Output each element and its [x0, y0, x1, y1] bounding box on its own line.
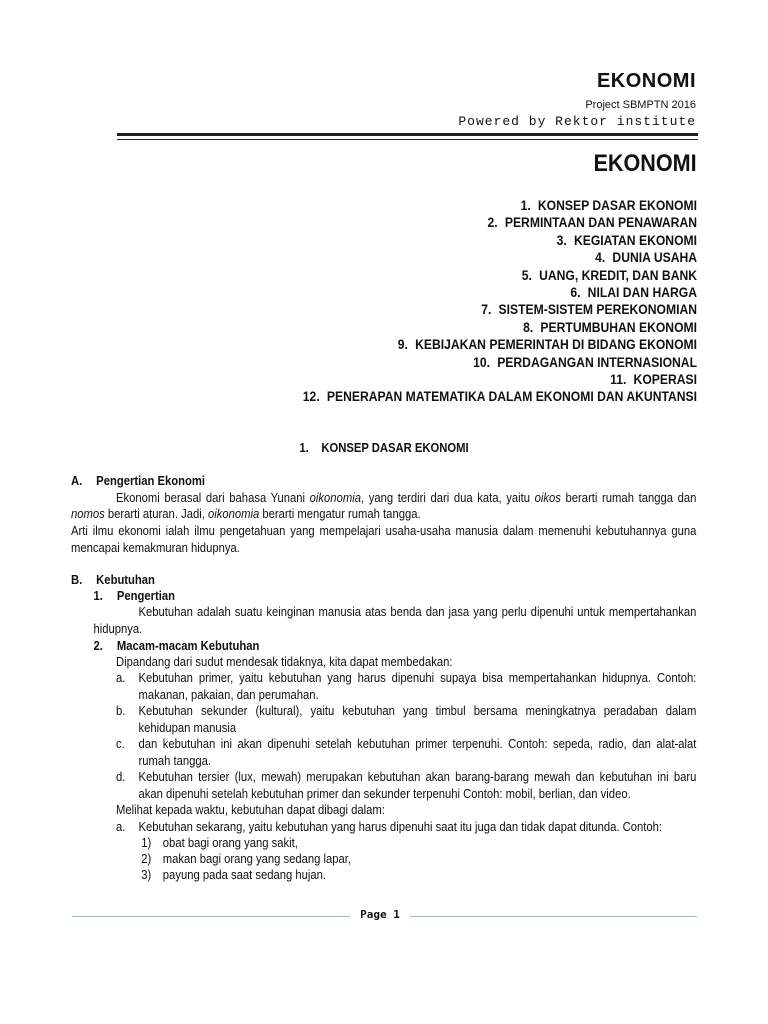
toc-item-label: NILAI DAN HARGA — [587, 284, 697, 300]
paragraph-line: Arti ilmu ekonomi ialah ilmu pengetahuan yang mempelajari usaha-usaha manusia dalam memenuhi kebutuhannya guna — [71, 524, 697, 538]
toc-item-label: PERTUMBUHAN EKONOMI — [540, 319, 697, 335]
example-text: makan bagi orang yang sedang lapar, — [162, 852, 352, 866]
list-item-line: Kebutuhan primer, yaitu kebutuhan yang harus dipenuhi supaya bisa mempertahankan hidupnya. Contoh: — [138, 671, 697, 685]
subsection-letter: A. — [71, 474, 83, 488]
list-item-line: dan kebutuhan ini akan dipenuhi setelah kebutuhan primer terpenuhi. Contoh: sepeda, radio, dan alat-alat — [138, 737, 697, 751]
text-run: berarti rumah tangga dan — [560, 491, 697, 505]
header-subtitle: Project SBMPTN 2016 — [585, 99, 696, 111]
sub-heading — [94, 588, 175, 604]
paragraph-line: Dipandang dari sudut mendesak tidaknya, kita dapat membedakan: — [116, 655, 453, 669]
toc-item-number: 11. — [610, 371, 627, 387]
italic-term: oikos — [534, 491, 561, 505]
list-item-line: Kebutuhan tersier (lux, mewah) merupakan kebutuhan akan barang-barang mewah dan kebutuhan ini baru — [138, 770, 697, 784]
sub-heading-title: Macam-macam Kebutuhan — [116, 639, 260, 653]
text-run: berarti aturan. Jadi, — [104, 507, 208, 521]
toc-item-label: PERMINTAAN DAN PENAWARAN — [504, 215, 697, 231]
toc-item-label: UANG, KREDIT, DAN BANK — [539, 267, 697, 283]
sub-heading — [94, 638, 260, 654]
list-item-letter: b. — [116, 704, 126, 718]
example-number: 3) — [141, 868, 152, 882]
subsection-a-heading — [71, 473, 205, 489]
toc-item-number: 8. — [523, 319, 534, 335]
example-text: payung pada saat sedang hujan. — [162, 868, 327, 882]
toc-item-number: 1. — [520, 198, 531, 213]
toc-item-number: 10. — [473, 354, 490, 370]
toc-item-label: PERDAGANGAN INTERNASIONAL — [497, 354, 697, 370]
subsection-letter: B. — [71, 573, 83, 587]
page-number: Page 1 — [360, 908, 400, 921]
list-item-letter: a. — [116, 671, 126, 685]
toc-item-label: PENERAPAN MATEMATIKA DALAM EKONOMI DAN AKUNTANSI — [326, 389, 697, 405]
toc-item-number: 12. — [302, 389, 320, 405]
toc-item-number: 3. — [556, 232, 567, 248]
subsection-b-heading — [71, 572, 155, 588]
toc-item-label: KEGIATAN EKONOMI — [573, 232, 697, 248]
list-item-line: kehidupan manusia — [138, 721, 237, 735]
list-item-line: rumah tangga. — [138, 754, 212, 768]
text-run: berarti mengatur rumah tangga. — [259, 507, 421, 521]
toc-item-label: DUNIA USAHA — [612, 250, 697, 266]
paragraph-line: Melihat kepada waktu, kebutuhan dapat dibagi dalam: — [116, 803, 385, 817]
text-run: Ekonomi berasal dari bahasa Yunani — [116, 491, 310, 505]
list-item-line: Kebutuhan sekarang, yaitu kebutuhan yang harus dipenuhi saat itu juga dan tidak dapat ditunda. Contoh: — [138, 820, 663, 834]
toc-item-label: SISTEM-SISTEM PEREKONOMIAN — [498, 302, 697, 318]
footer-rule-right — [410, 916, 697, 917]
toc-item-number: 5. — [521, 267, 532, 283]
page-title: EKONOMI — [593, 150, 697, 177]
italic-term: oikonomia — [309, 491, 361, 505]
list-item-letter: d. — [116, 770, 126, 784]
example-number: 1) — [141, 836, 152, 850]
text-run: , yang terdiri dari dua kata, yaitu — [360, 491, 535, 505]
paragraph-line: Kebutuhan adalah suatu keinginan manusia atas benda dan jasa yang perlu dipenuhi untuk mempertahankan — [138, 605, 697, 619]
paragraph-line — [71, 506, 421, 522]
toc-item-number: 2. — [487, 215, 498, 231]
subsection-title: Pengertian Ekonomi — [96, 474, 205, 488]
list-item-line: Kebutuhan sekunder (kultural), yaitu kebutuhan yang timbul bersama meningkatnya peradaban dalam — [138, 704, 697, 718]
toc-item-label: KONSEP DASAR EKONOMI — [537, 198, 697, 213]
toc-item-number: 6. — [570, 284, 581, 300]
paragraph-line — [116, 490, 696, 506]
sub-heading-number: 2. — [93, 639, 103, 653]
sub-heading-number: 1. — [93, 589, 103, 603]
list-item-letter: a. — [116, 820, 126, 834]
toc-item-number: 9. — [397, 337, 408, 353]
paragraph-line: hidupnya. — [93, 622, 143, 636]
italic-term: oikonomia — [207, 507, 260, 521]
header-powered-by: Powered by Rektor institute — [458, 114, 696, 129]
toc-item-number: 4. — [595, 250, 606, 266]
toc-item-number: 7. — [481, 302, 492, 318]
list-item-letter: c. — [116, 737, 125, 751]
italic-term: nomos — [71, 507, 105, 521]
toc-item-label: KEBIJAKAN PEMERINTAH DI BIDANG EKONOMI — [415, 337, 697, 353]
paragraph-line: mencapai kemakmuran hidupnya. — [71, 541, 240, 555]
list-item-line: makanan, pakaian, dan perumahan. — [138, 688, 319, 702]
section-title: KONSEP DASAR EKONOMI — [321, 441, 469, 455]
header-title: EKONOMI — [596, 70, 696, 92]
toc-item-label: KOPERASI — [633, 371, 697, 387]
example-text: obat bagi orang yang sakit, — [162, 836, 298, 850]
subsection-title: Kebutuhan — [96, 573, 155, 587]
list-item-line: akan dipenuhi setelah kebutuhan primer dan sekunder terpenuhi Contoh: mobil, berlian, dan video. — [138, 787, 631, 801]
example-number: 2) — [141, 852, 152, 866]
section-number: 1. — [299, 441, 309, 455]
sub-heading-title: Pengertian — [116, 589, 175, 603]
body-content — [71, 0, 697, 1024]
footer-rule-left — [72, 916, 350, 917]
